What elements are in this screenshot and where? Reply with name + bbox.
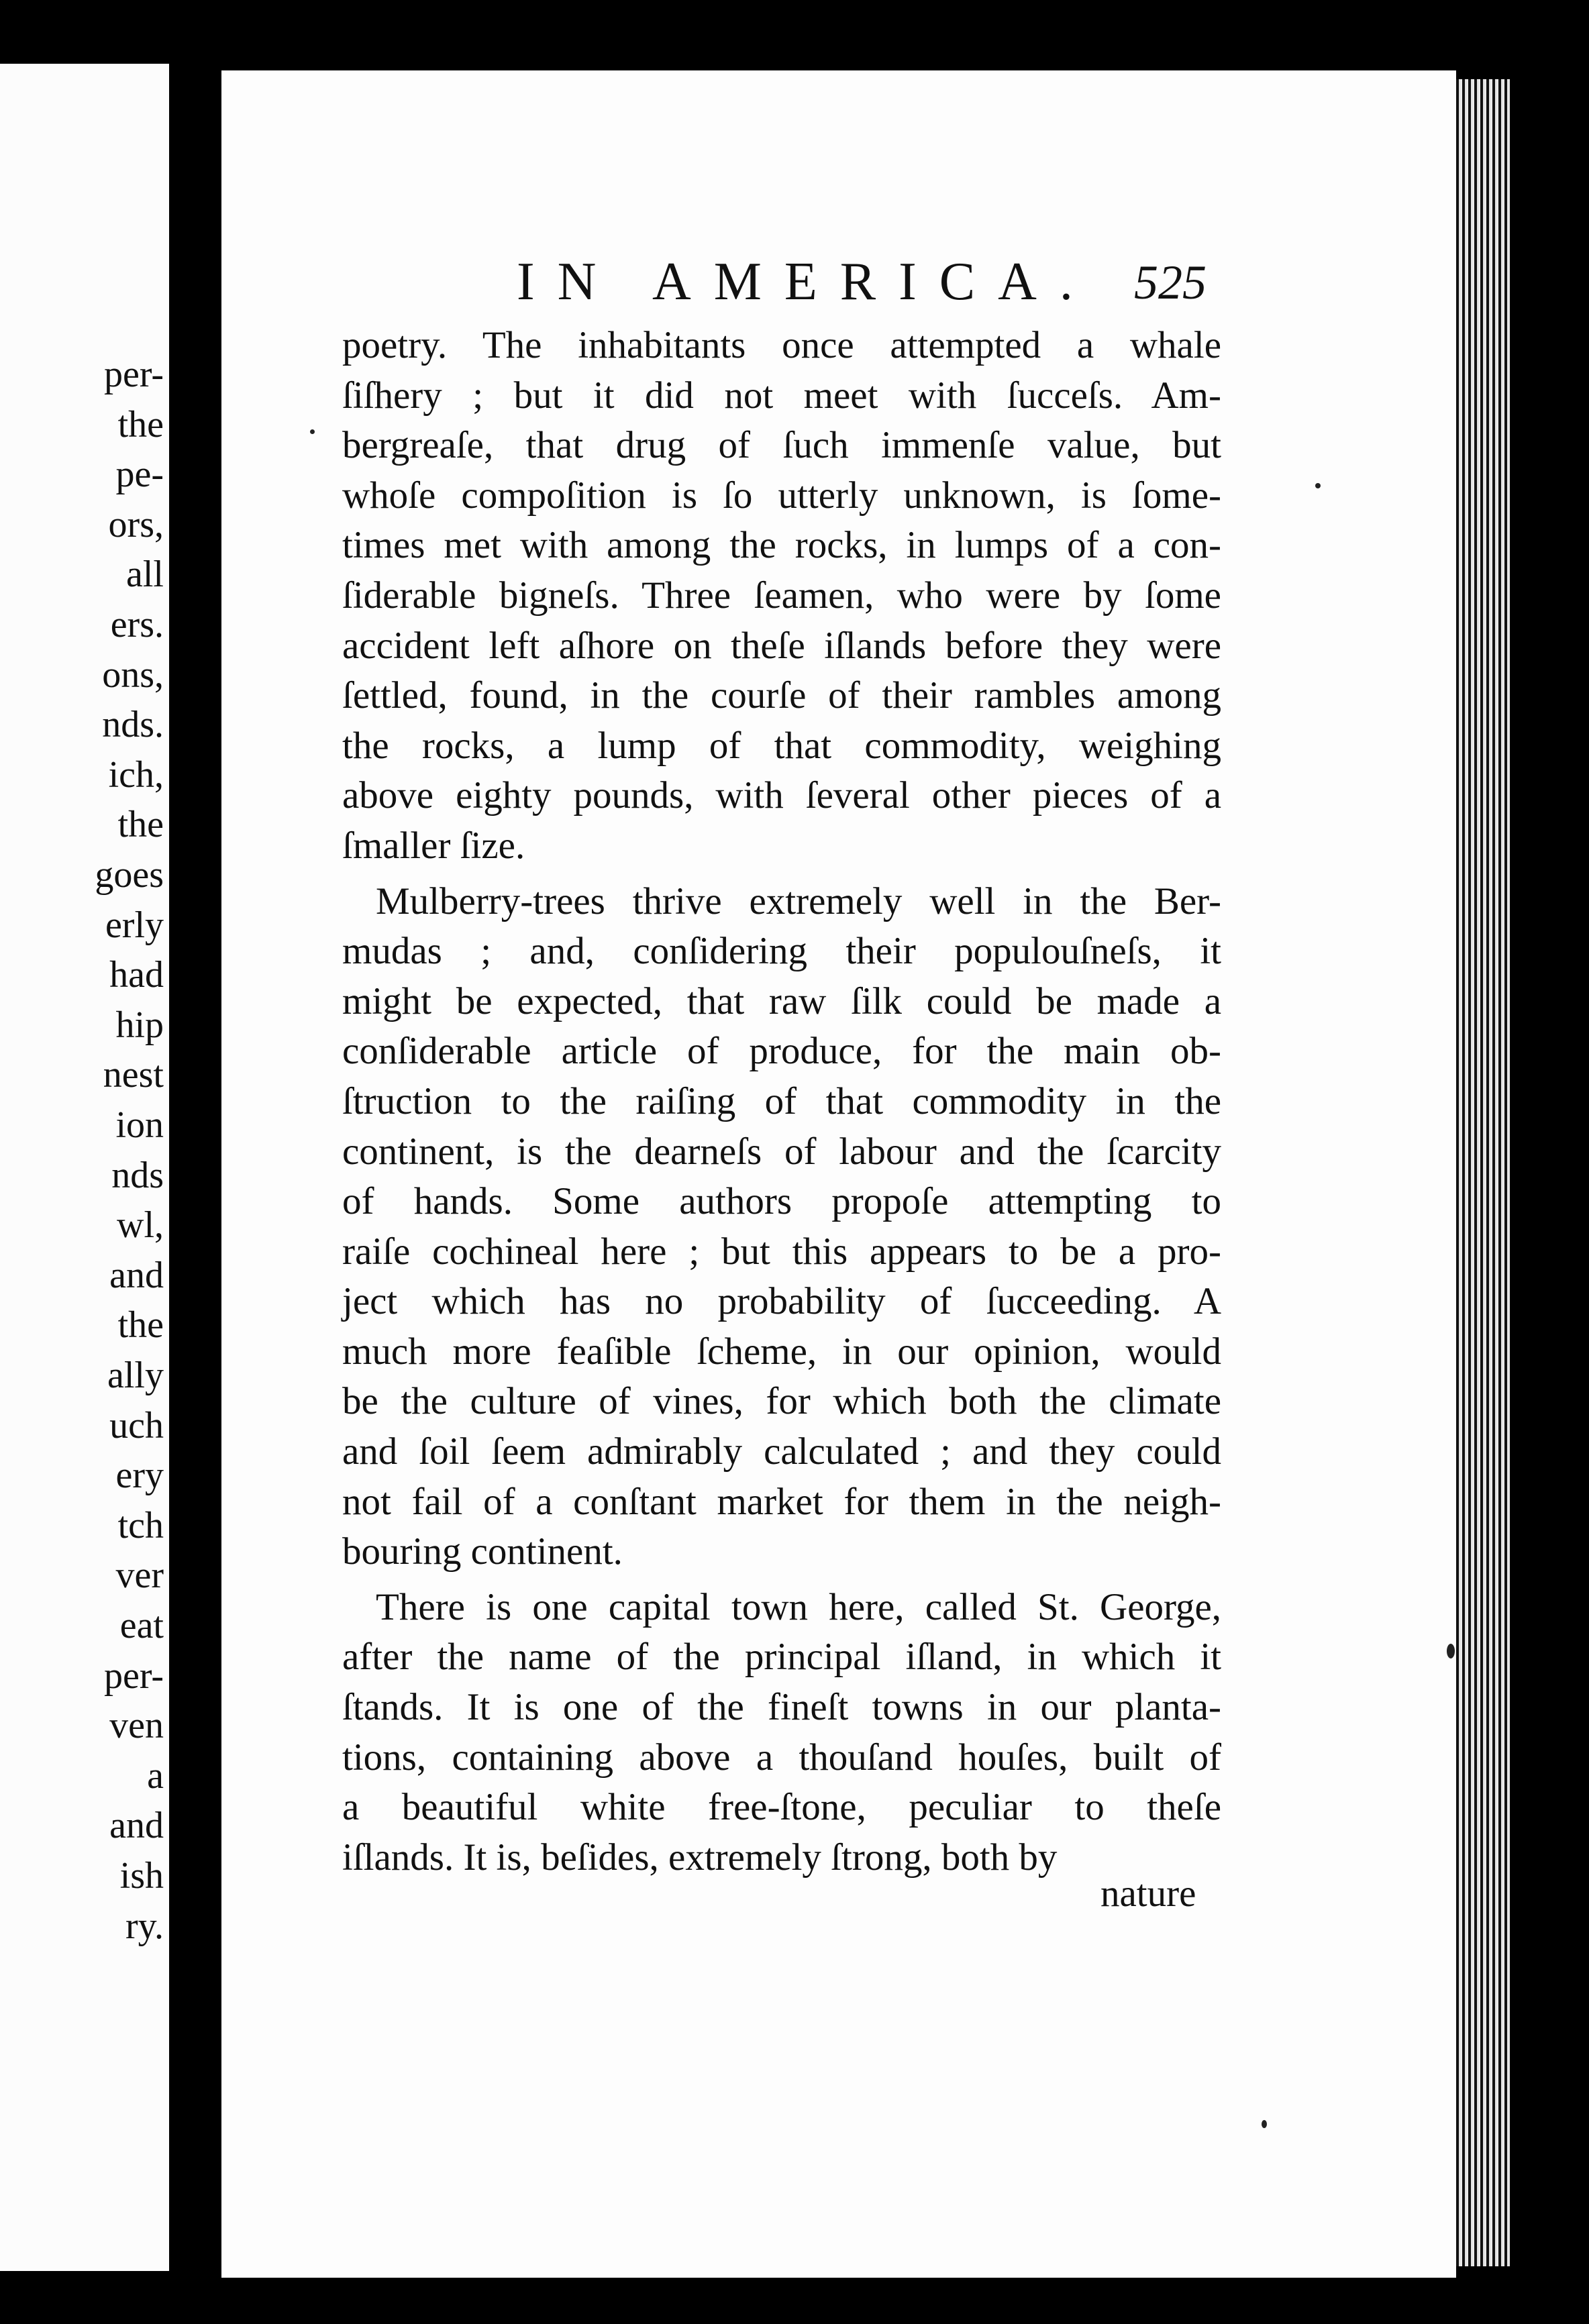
left-facing-page — [0, 64, 169, 2271]
left-page-fragment: ich, — [108, 753, 164, 796]
left-page-fragment: per- — [103, 354, 164, 395]
left-page-fragment: nds. — [102, 704, 164, 746]
text-line: bergreaſe, that drug of ſuch immenſe value, but — [342, 424, 1221, 467]
text-line: ject which has no probability of ſucceeding. A — [342, 1280, 1221, 1323]
text-line: be the culture of vines, for which both the climate — [342, 1380, 1221, 1423]
left-page-fragment: tch — [117, 1504, 164, 1546]
left-page-fragment: goes — [95, 854, 164, 896]
left-page-fragment: eat — [119, 1605, 164, 1646]
text-line: ſtands. It is one of the fineſt towns in our planta- — [342, 1686, 1221, 1729]
left-page-fragment: ven — [109, 1705, 164, 1747]
left-page-fragment: and — [109, 1805, 164, 1847]
left-page-fragment: nds — [111, 1154, 164, 1196]
text-line: poetry. The inhabitants once attempted a whale — [342, 324, 1221, 366]
left-page-fragment: pe- — [115, 454, 164, 496]
text-line: not fail of a conſtant market for them in the neigh- — [342, 1480, 1221, 1523]
left-page-fragment: wl, — [117, 1204, 164, 1247]
left-page-fragment: had — [109, 954, 164, 996]
left-page-fragment: ry. — [125, 1905, 164, 1947]
text-line: the rocks, a lump of that commodity, weighing — [342, 724, 1221, 767]
left-page-fragment: and — [109, 1254, 164, 1296]
text-line: times met with among the rocks, in lumps of a con- — [342, 524, 1221, 567]
text-line: There is one capital town here, called St. George, — [376, 1585, 1221, 1628]
page-number: 525 — [1134, 256, 1207, 309]
left-page-fragment: ion — [115, 1104, 164, 1146]
text-line: a beautiful white free-ſtone, peculiar to theſe — [342, 1786, 1221, 1829]
page-edges — [1456, 79, 1510, 2266]
text-line: ſettled, found, in the courſe of their rambles among — [342, 674, 1221, 717]
left-page-fragment: the — [117, 1304, 164, 1346]
text-line: and ſoil ſeem admirably calculated ; and they could — [342, 1430, 1221, 1473]
left-page-fragment: ors, — [108, 503, 164, 545]
text-line: of hands. Some authors propoſe attempting to — [342, 1180, 1221, 1223]
text-line: iſlands. It is, beſides, extremely ſtrong, both by — [342, 1836, 1058, 1879]
ink-speck — [1447, 1644, 1455, 1658]
text-line: Mulberry-trees thrive extremely well in the Ber- — [376, 880, 1221, 922]
left-page-fragment: uch — [109, 1404, 164, 1446]
left-page-fragment: a — [147, 1754, 164, 1797]
text-line: ſmaller ſize. — [342, 824, 525, 867]
running-head: IN AMERICA. — [517, 252, 1096, 311]
text-line: raiſe cochineal here ; but this appears to be a pro- — [342, 1230, 1221, 1273]
left-page-fragment: the — [117, 403, 164, 445]
text-line: above eighty pounds, with ſeveral other pieces of a — [342, 774, 1221, 817]
left-page-fragment: ally — [107, 1355, 164, 1396]
left-page-fragment: erly — [105, 904, 164, 946]
left-page-fragment: hip — [115, 1004, 164, 1046]
left-page-fragment: ery — [115, 1455, 164, 1497]
text-line: ſiderable bigneſs. Three ſeamen, who were by ſome — [342, 574, 1221, 617]
text-line: might be expected, that raw ſilk could be made a — [342, 980, 1221, 1022]
book-gutter — [169, 0, 221, 2324]
text-line: conſiderable article of produce, for the main ob- — [342, 1030, 1221, 1073]
text-line: continent, is the dearneſs of labour and the ſcarcity — [342, 1130, 1221, 1173]
left-page-fragment: per- — [103, 1654, 164, 1697]
text-line: tions, containing above a thouſand houſes, built of — [342, 1736, 1221, 1779]
body-text — [342, 321, 1221, 1883]
left-page-fragment: ish — [119, 1855, 164, 1897]
left-page-fragment: the — [117, 804, 164, 846]
text-line: bouring continent. — [342, 1530, 623, 1573]
text-line: ſtruction to the raiſing of that commodity in the — [342, 1079, 1221, 1122]
text-line: ſiſhery ; but it did not meet with ſucceſs. Am- — [342, 374, 1221, 417]
left-page-fragment: all — [126, 553, 164, 596]
left-page-fragment: ver — [115, 1554, 164, 1597]
ink-speck — [1262, 2120, 1267, 2128]
left-page-fragment: nest — [103, 1054, 164, 1096]
ink-speck — [310, 429, 315, 434]
text-line: after the name of the principal iſland, in which it — [342, 1636, 1221, 1679]
text-line: much more feaſible ſcheme, in our opinion, would — [342, 1330, 1221, 1373]
catchword: nature — [1100, 1872, 1196, 1915]
text-line: mudas ; and, conſidering their populouſneſs, it — [342, 930, 1221, 973]
text-line: accident left aſhore on theſe iſlands before they were — [342, 624, 1221, 667]
text-line: whoſe compoſition is ſo utterly unknown, is ſome- — [342, 474, 1221, 517]
left-page-fragment: ons, — [102, 653, 164, 696]
ink-speck — [1315, 483, 1321, 488]
left-page-fragment: ers. — [110, 604, 164, 645]
